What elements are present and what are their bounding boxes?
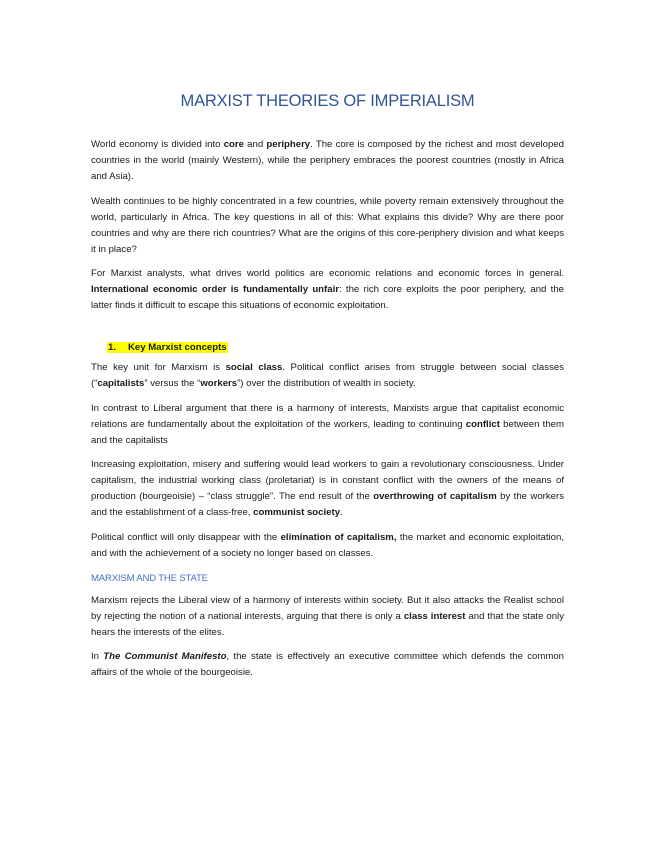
page-title: MARXIST THEORIES OF IMPERIALISM (180, 92, 475, 110)
paragraph-marxism-state: Marxism rejects the Liberal view of a harmony of interests within society. But it also attacks the Realist school by rejecting the notion of a national interests, arguing that there is only a class interest and that the state only hears the interests of the elites. (91, 594, 564, 638)
paragraph-exploitation: Increasing exploitation, misery and suffering would lead workers to gain a revolutionary consciousness. Under capitalism, the industrial working class (proletariat) is in constant conflict with the owners of the means of production (bourgeoisie) – “class struggle”. The end result of the overthrowing of capitalism by the workers and the establishment of a class-free, communist society. (91, 459, 564, 519)
section-heading-key-concepts (107, 340, 564, 356)
paragraph-wealth: Wealth continues to be highly concentrated in a few countries, while poverty remain extensively throughout the world, particularly in Africa. The key questions in all of this: What explains this divide? Why are there poor countries and why are there rich countries? What are the origins of this core-periphery division and what keeps it in place? (91, 195, 564, 255)
paragraph-liberal-contrast: In contrast to Liberal argument that there is a harmony of interests, Marxists argue that capitalist economic relations are fundamentally about the exploitation of the workers, leading to continuing conflict between them and the capitalists (91, 402, 564, 446)
paragraph-social-class: The key unit for Marxism is social class. Political conflict arises from struggle between social classes (“capitalists” versus the “workers”) over the distribution of wealth in society. (91, 362, 564, 390)
paragraph-political-conflict: Political conflict will only disappear with the elimination of capitalism, the market and economic exploitation, and with the achievement of a society no longer based on classes. (91, 531, 564, 559)
paragraph-communist-manifesto: In The Communist Manifesto, the state is effectively an executive committee which defends the common affairs of the whole of the bourgeoisie. (91, 651, 565, 679)
section-subheading-state: MARXISM AND THE STATE (91, 572, 208, 584)
document-body (91, 92, 564, 690)
paragraph-marxist-analysts: For Marxist analysts, what drives world politics are economic relations and economic forces in general. International economic order is fundamentally unfair: the rich core exploits the poor periphery, and the latter finds it difficult to escape this situations of economic exploitation. (91, 268, 564, 312)
highlighted-heading: 1. Key Marxist concepts (108, 342, 227, 354)
paragraph-core-periphery: World economy is divided into core and periphery. The core is composed by the richest and most developed countries in the world (mainly Western), while the periphery embraces the poorest countries (mostly in Africa and Asia). (91, 139, 565, 182)
